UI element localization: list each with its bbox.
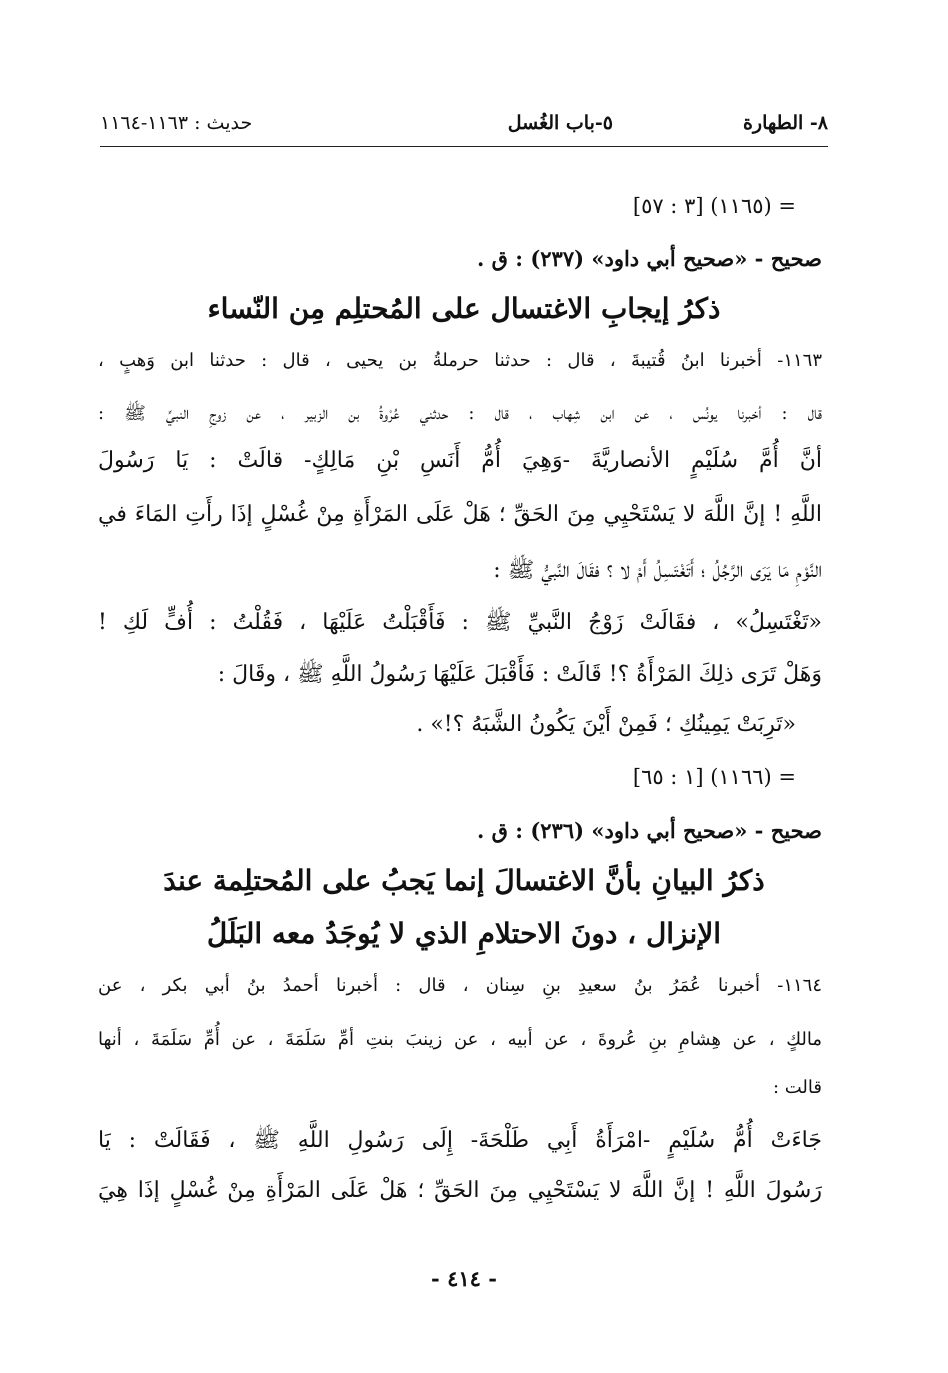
page-number: - ٤١٤ - <box>431 1266 497 1291</box>
chapter-heading: ذكرُ إيجابِ الاغتسال على المُحتلِم مِن النّساء <box>207 292 721 325</box>
isnad-line: قالت : <box>772 1077 822 1098</box>
isnad-line: ١١٦٣- أخبرنا ابنُ قُتيبةَ ، قال : حدثنا حرملةُ بن يحيى ، قال : حدثنا ابن وَهبٍ ، <box>98 350 822 371</box>
matn-line: جَاءَتْ أُمُّ سُلَيْمٍ -امْرَأَةُ أَبِي طَلْحَةَ- إِلَى رَسُولِ اللَّهِ ﷺ ، فَقَالَتْ : يَا <box>98 1128 822 1153</box>
matn-line: اللَّهِ ! إنَّ اللَّهَ لا يَسْتَحْيِي مِنَ الحَقِّ ؛ هَلْ عَلَى المَرْأَةِ مِنْ غُسْلٍ إذَا رأَتِ المَاءَ في <box>98 502 822 527</box>
chapter-title: ٨- الطهارة <box>742 112 828 134</box>
hadith-grade: صحيح - «صحيح أبي داود» (٢٣٧) : ق . <box>477 246 822 271</box>
running-header <box>100 112 828 142</box>
section-title: ٥-باب الغُسل <box>507 112 613 134</box>
cross-reference: = (١١٦٦) [١ : ٦٥] <box>632 765 796 789</box>
hadith-range: حديث : ١١٦٣-١١٦٤ <box>100 112 253 134</box>
chapter-heading: الإنزال ، دونَ الاحتلامِ الذي لا يُوجَدُ معه البَلَلُ <box>206 917 722 950</box>
hadith-grade: صحيح - «صحيح أبي داود» (٢٣٦) : ق . <box>477 818 822 843</box>
matn-line: النَّوْمِ مَا يَرَى الرَّجُلُ ؛ أَتَغْتَسِلُ أَمْ لا ؟ فقَالَ النَّبيُّ ﷺ : <box>493 558 822 583</box>
chapter-heading: ذكرُ البيانِ بأنَّ الاغتسالَ إنما يَجبُ على المُحتلِمة عندَ <box>163 864 765 897</box>
matn-line: وَهَلْ تَرَى ذلِكَ المَرْأَةُ ؟! قَالَتْ : فَأَقْبَلَ عَلَيْهَا رَسُولُ اللَّهِ ﷺ ، وقَالَ : <box>217 662 822 687</box>
matn-line: «تَرِبَتْ يَمِينُكِ ؛ فَمِنْ أَيْنَ يَكُونُ الشَّبَهُ ؟!» . <box>416 712 796 737</box>
header-rule <box>100 146 828 147</box>
cross-reference: = (١١٦٥) [٣ : ٥٧] <box>632 194 796 218</box>
matn-line: رَسُولَ اللَّهِ ! إنَّ اللَّهَ لا يَسْتَحْيِي مِنَ الحَقِّ ؛ هَلْ عَلَى المَرْأَةِ مِنْ غُسْلٍ إذَا هِيَ <box>98 1178 822 1203</box>
matn-line: «تَغْتَسِلُ» ، فقَالَتْ زَوْجُ النَّبيِّ ﷺ : فَأَقْبَلْتُ عَلَيْهَا ، فَقُلْتُ : أُفٍّ لَكِ ! <box>98 610 822 635</box>
isnad-line: مالكٍ ، عن هِشامِ بنِ عُروةَ ، عن أبيه ، عن زينبَ بنتِ أمِّ سَلَمَةَ ، عن أُمِّ سَلَمَةَ ، أنها <box>98 1029 822 1050</box>
isnad-line: قال : أخبرنا يونُس ، عن ابن شِهاب ، قال : حدثني عُرْوةُ بن الزبير ، عن زوجِ النبيِّ ﷺ : <box>98 403 822 424</box>
isnad-line: ١١٦٤- أخبرنا عُمَرُ بنُ سعيدِ بنِ سِنان ، قال : أخبرنا أحمدُ بنُ أبي بكر ، عن <box>98 975 822 996</box>
matn-line: أنَّ أُمَّ سُلَيْمٍ الأنصاريَّةَ -وَهِيَ أُمُّ أَنَسِ بْنِ مَالِكٍ- قالَتْ : يَا رَسُولَ <box>98 448 822 473</box>
